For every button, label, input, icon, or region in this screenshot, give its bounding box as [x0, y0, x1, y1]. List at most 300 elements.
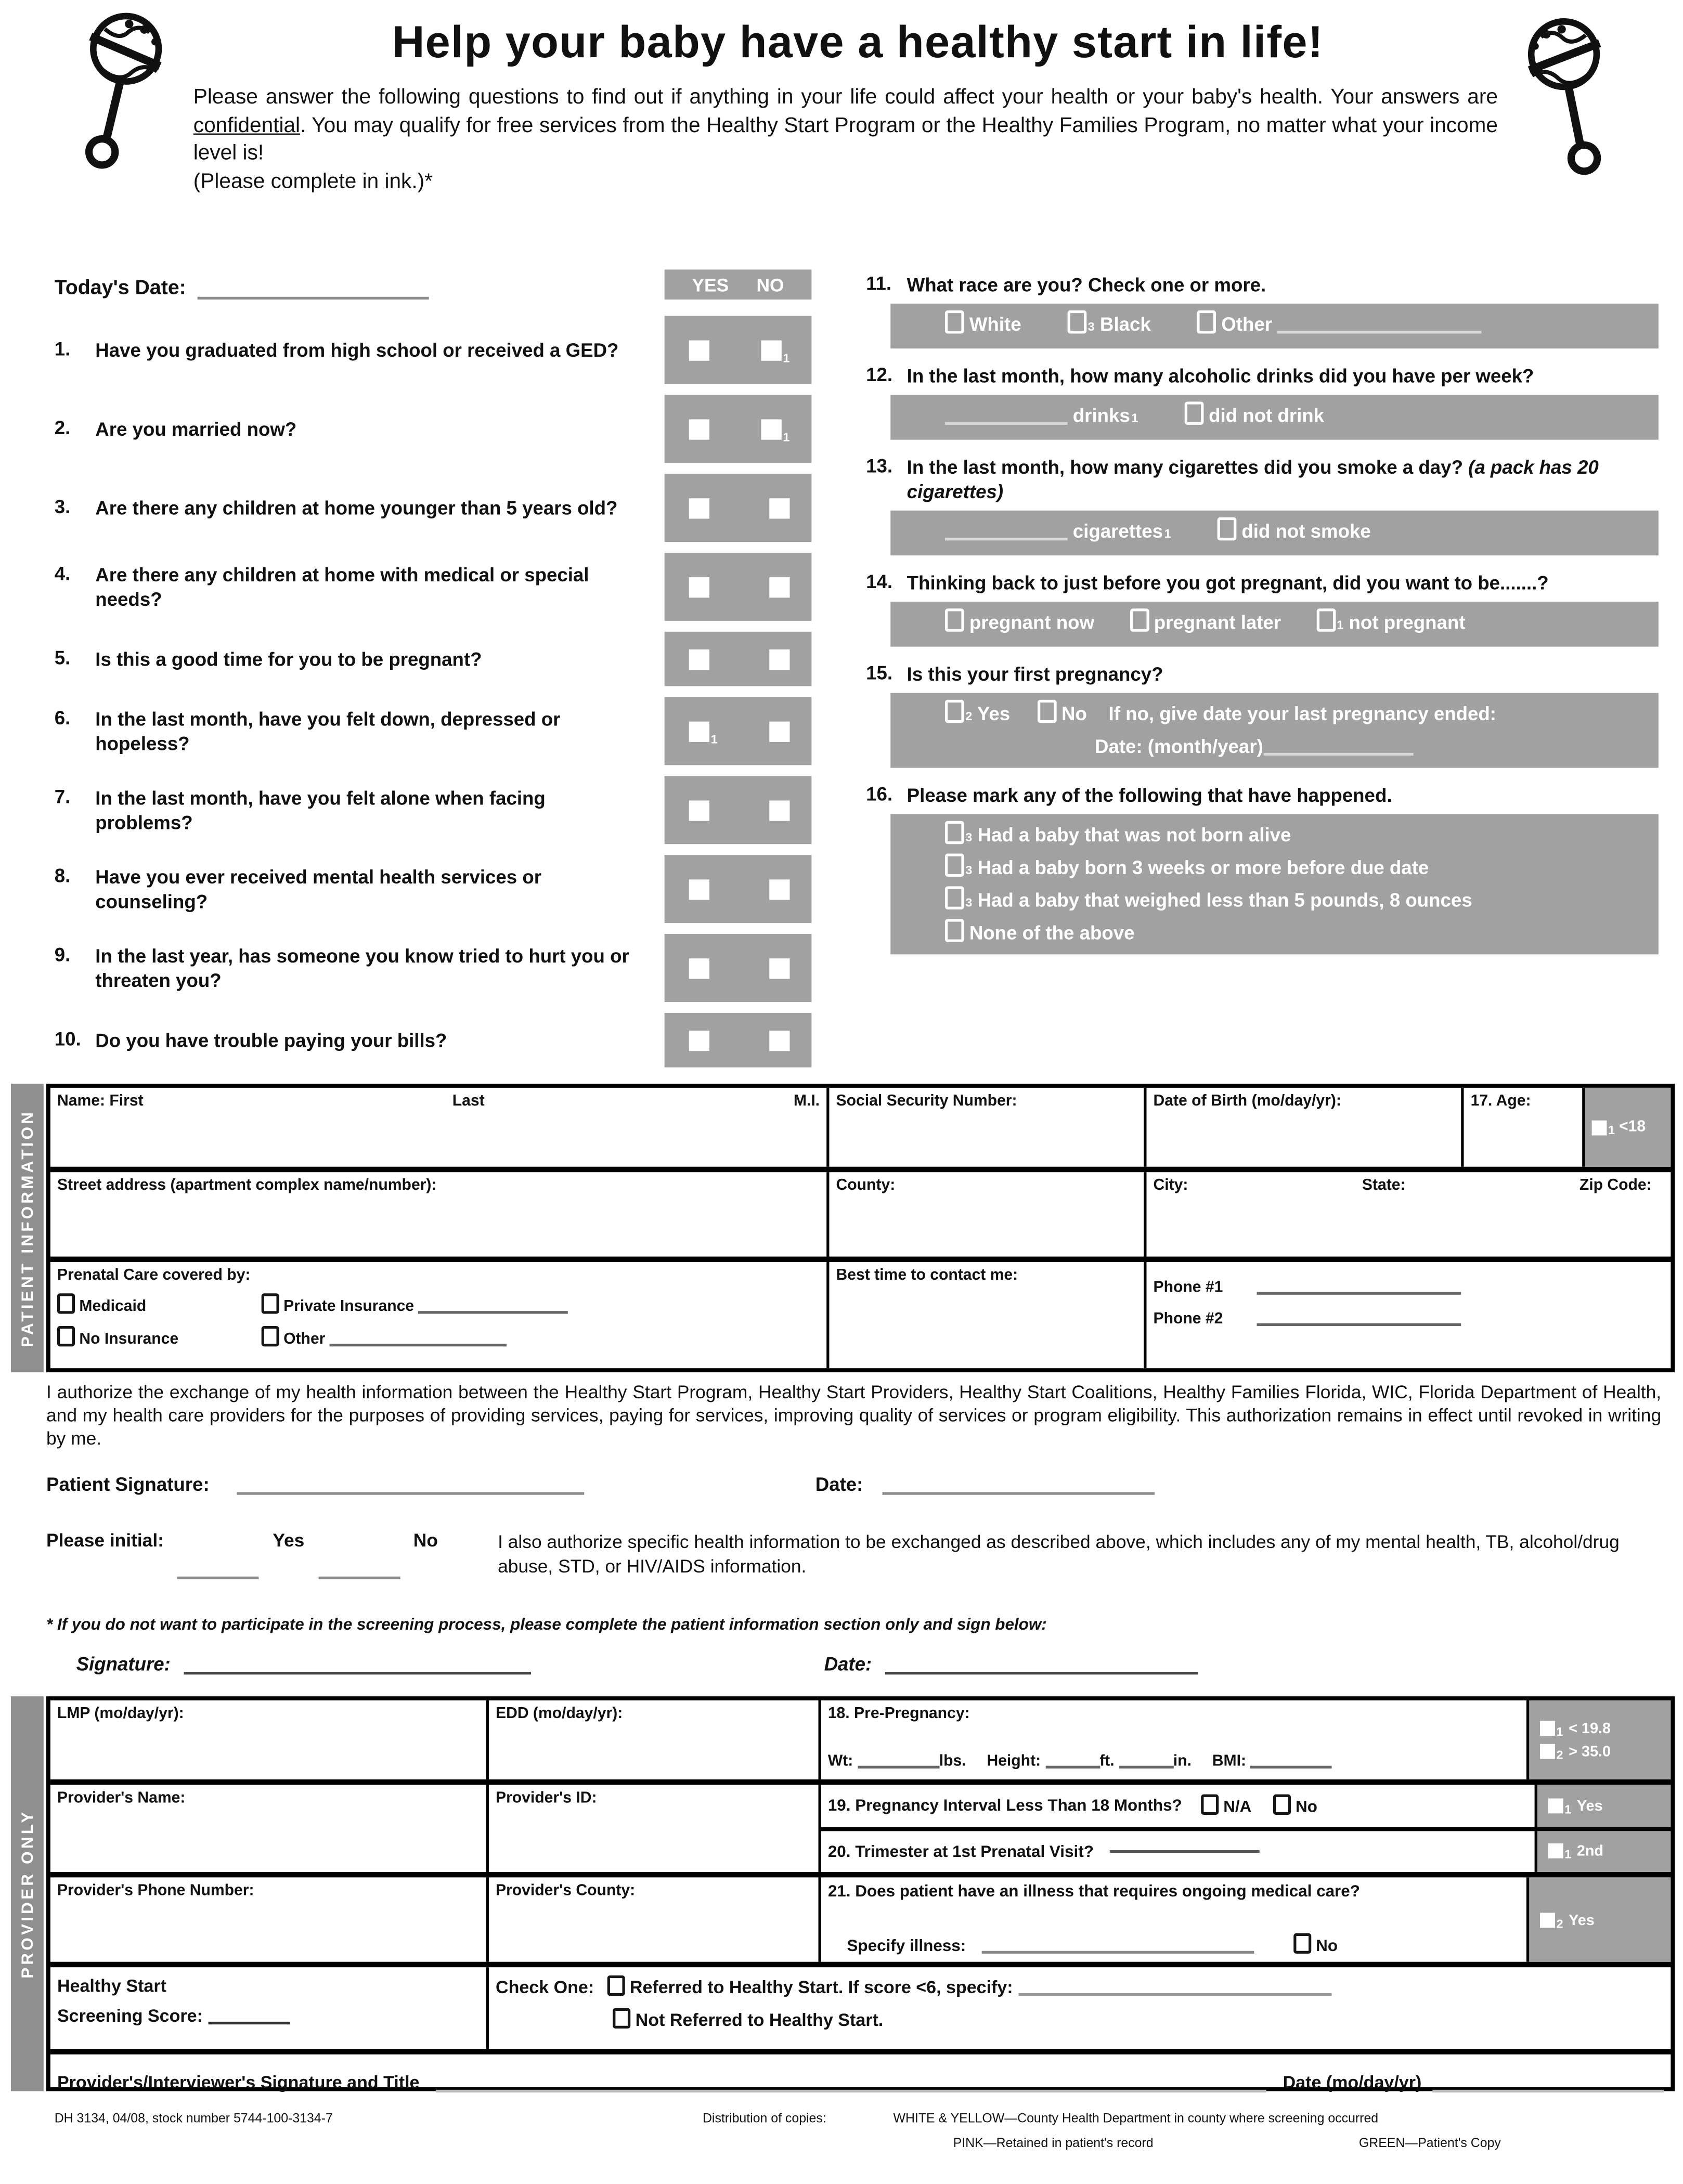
option-label: Yes: [977, 702, 1011, 724]
question-13: [866, 454, 1659, 555]
bmi-flag-cell: [1526, 1700, 1671, 1779]
prenatal-care-cell: [50, 1262, 826, 1368]
provider-date-field[interactable]: [1432, 2090, 1664, 2092]
question-20-row: [821, 1826, 1671, 1872]
q19-yes-cell: [1535, 1785, 1671, 1826]
pregnancy-history-band: [890, 814, 1659, 955]
bmi-high-label: > 35.0: [1569, 1744, 1611, 1761]
answer-block: [665, 776, 812, 844]
optout-note: * If you do not want to participate in the screening process, please complete the patient information section only and sign below:: [46, 1615, 1047, 1634]
lbs-label: lbs.: [939, 1753, 966, 1770]
patient-information-table: [46, 1084, 1675, 1372]
q21-yes-subscript: 2: [1556, 1916, 1563, 1930]
no-checkbox[interactable]: [769, 649, 789, 669]
in-label: in.: [1173, 1753, 1192, 1770]
initial-yes-field[interactable]: [177, 1530, 259, 1579]
question-list: [55, 316, 812, 1067]
yes-checkbox[interactable]: [689, 958, 709, 978]
option-label: Black: [1099, 313, 1151, 335]
referred-checkbox[interactable]: [607, 1975, 625, 1996]
no-checkbox[interactable]: [769, 577, 789, 597]
under-18-label: <18: [1619, 1119, 1646, 1136]
copy-green: GREEN—Patient's Copy: [1358, 2136, 1501, 2151]
question-20-text: 20. Trimester at 1st Prenatal Visit?: [827, 1841, 1094, 1861]
date-label: Date:: [824, 1653, 872, 1675]
question-text: In the last month, how many alcoholic drinks did you have per week?: [907, 365, 1534, 387]
question-number: 2.: [54, 417, 71, 439]
no-insurance-option: [57, 1326, 262, 1349]
question-main: [55, 865, 645, 914]
no-option: [761, 340, 790, 365]
option-label: No: [1296, 1797, 1317, 1817]
baby-rattle-icon: [1498, 8, 1632, 183]
question-number: 5.: [54, 646, 71, 669]
drinks-field[interactable]: [945, 422, 1068, 425]
cigarettes-subscript: 1: [1164, 527, 1171, 541]
provider-phone-cell[interactable]: Provider's Phone Number:: [57, 1882, 254, 1900]
question-text: [907, 454, 1659, 503]
height-label: Height:: [987, 1753, 1041, 1770]
contact-time-cell[interactable]: Best time to contact me:: [826, 1262, 1144, 1368]
question-number: 6.: [54, 706, 71, 729]
pre-pregnancy-cell: [818, 1700, 1526, 1779]
not-referred-checkbox[interactable]: [613, 2008, 630, 2029]
option-label: not pregnant: [1349, 611, 1466, 633]
under-18-checkbox[interactable]: [1592, 1120, 1607, 1135]
age-under-18-cell: [1582, 1088, 1671, 1167]
history-option: [945, 885, 1648, 918]
question-text-normal: In the last month, how many cigarettes did you smoke a day?: [907, 456, 1469, 478]
todays-date-field[interactable]: [197, 297, 429, 300]
q21-yes-option: [1540, 1912, 1665, 1930]
phone1-row: [1154, 1278, 1664, 1297]
question-21-text: 21. Does patient have an illness that requires ongoing medical care?: [827, 1881, 1360, 1901]
no-option: [769, 577, 789, 597]
question-row: [55, 474, 812, 542]
unit-label: cigarettes: [1072, 520, 1163, 542]
bmi-low-checkbox[interactable]: [1540, 1721, 1555, 1736]
no-option: [761, 419, 790, 444]
pregnant-later-option: [1130, 612, 1281, 633]
intro-note: (Please complete in ink.)*: [193, 169, 433, 193]
question-text: In the last month, have you felt down, depressed or hopeless?: [95, 708, 561, 755]
drinks-band: [890, 395, 1659, 439]
provider-signature-field[interactable]: [436, 2090, 1266, 2092]
cigarettes-field[interactable]: [945, 538, 1068, 540]
yes-checkbox[interactable]: [689, 498, 709, 518]
not-pregnant-subscript: 1: [1337, 618, 1344, 632]
option-label: Private Insurance: [283, 1298, 415, 1316]
not-referred-row: [613, 2004, 1664, 2037]
yes-option: [689, 1030, 709, 1050]
patient-signature-label: Patient Signature:: [46, 1473, 210, 1495]
question-number: 8.: [54, 864, 71, 887]
ft-label: ft.: [1099, 1753, 1115, 1770]
referred-option: [607, 1977, 1013, 1997]
provider-name-cell[interactable]: Provider's Name:: [57, 1790, 186, 1807]
question-19-text: 19. Pregnancy Interval Less Than 18 Months?: [827, 1796, 1182, 1815]
signature-label: Signature:: [76, 1653, 171, 1675]
answer-block: [665, 316, 812, 384]
question-number: 16.: [866, 783, 893, 805]
name-cell[interactable]: [50, 1088, 826, 1167]
last-pregnancy-date-field[interactable]: [1263, 753, 1413, 756]
pre-pregnancy-label: 18. Pre-Pregnancy:: [827, 1706, 970, 1722]
question-19-row: [821, 1785, 1671, 1826]
provider-id-cell[interactable]: Provider's ID:: [486, 1785, 819, 1872]
signature-date-field[interactable]: [882, 1492, 1155, 1494]
answer-block: [665, 855, 812, 923]
option-label: N/A: [1223, 1797, 1252, 1817]
date-label: Date:: [815, 1473, 863, 1495]
phone1-label: Phone #1: [1153, 1280, 1223, 1296]
did-not-drink-option: [1184, 405, 1324, 426]
question-text: Please mark any of the following that have happened.: [907, 784, 1392, 806]
yes-option: [689, 721, 718, 746]
no-option: [769, 958, 789, 978]
patient-information-sidebar: [11, 1084, 44, 1372]
question-11: [866, 272, 1659, 349]
no-checkbox[interactable]: [769, 721, 789, 741]
pregnant-now-checkbox[interactable]: [945, 608, 964, 632]
history-subscript: 3: [965, 895, 973, 909]
table-row: [50, 1088, 1671, 1172]
did-not-drink-checkbox[interactable]: [1184, 401, 1203, 425]
no-option: [769, 879, 789, 899]
yes-option: [689, 879, 709, 899]
q21-yes-label: Yes: [1569, 1912, 1595, 1929]
yes-checkbox[interactable]: [945, 700, 964, 723]
no-checkbox[interactable]: [769, 879, 789, 899]
private-insurance-option: [262, 1293, 820, 1317]
question-row: [55, 395, 812, 463]
bmi-high-checkbox[interactable]: [1540, 1744, 1555, 1759]
other-checkbox[interactable]: [1197, 310, 1216, 334]
q21-yes-checkbox[interactable]: [1540, 1912, 1555, 1927]
no-checkbox[interactable]: [769, 958, 789, 978]
todays-date-label: Today's Date:: [54, 276, 186, 300]
option-label: Medicaid: [79, 1298, 147, 1316]
question-14: [866, 570, 1659, 647]
form-number: DH 3134, 04/08, stock number 5744-100-3134-7: [54, 2111, 333, 2127]
drinks-count: [945, 405, 1138, 426]
question-row: [55, 697, 812, 765]
yes-checkbox[interactable]: [689, 721, 709, 741]
question-15: [866, 661, 1659, 768]
copy-pink: PINK—Retained in patient's record: [953, 2136, 1154, 2151]
ssn-cell[interactable]: Social Security Number:: [826, 1088, 1144, 1167]
table-row: [50, 1967, 1671, 2055]
table-row: [50, 1785, 1671, 1877]
intro-confidential: confidential: [193, 113, 301, 137]
sidebar-label: PROVIDER ONLY: [18, 1809, 37, 1979]
no-checkbox[interactable]: [761, 340, 781, 360]
yes-subscript: 2: [965, 709, 973, 723]
yes-checkbox[interactable]: [689, 1030, 709, 1050]
optout-date-field[interactable]: [885, 1672, 1198, 1674]
under-18-subscript: 1: [1608, 1122, 1615, 1136]
no-subscript: 1: [783, 350, 790, 365]
phone2-field[interactable]: [1257, 1323, 1461, 1326]
question-number: 7.: [54, 785, 71, 808]
score-label: Screening Score:: [57, 2005, 203, 2026]
q19-na-checkbox[interactable]: [1201, 1795, 1219, 1815]
question-number: 9.: [54, 943, 71, 966]
bmi-label: BMI:: [1212, 1753, 1246, 1770]
score-field[interactable]: [208, 2022, 289, 2024]
question-text: Is this your first pregnancy?: [907, 663, 1163, 685]
yes-no-header: [665, 269, 812, 300]
option-label: Had a baby that was not born alive: [977, 823, 1291, 846]
question-number: 12.: [866, 363, 893, 385]
pregnant-later-checkbox[interactable]: [1130, 608, 1149, 632]
age-cell[interactable]: 17. Age:: [1461, 1088, 1582, 1167]
q19-na-option: [1201, 1795, 1251, 1816]
no-checkbox[interactable]: [769, 1030, 789, 1050]
lmp-cell[interactable]: LMP (mo/day/yr):: [57, 1706, 184, 1722]
answer-block: [665, 474, 812, 542]
state-label: State:: [1362, 1177, 1406, 1194]
table-row: [50, 1700, 1671, 1785]
question-main: [55, 1028, 645, 1052]
question-text: In the last month, have you felt alone when facing problems?: [95, 787, 546, 834]
q20-2nd-option: [1548, 1843, 1665, 1862]
county-cell[interactable]: County:: [826, 1172, 1144, 1256]
question-main: [55, 647, 645, 671]
bmi-field[interactable]: [1250, 1766, 1332, 1769]
street-address-cell[interactable]: Street address (apartment complex name/number):: [57, 1177, 437, 1194]
yes-option: [689, 649, 709, 669]
other-coverage-field[interactable]: [330, 1344, 507, 1346]
yes-checkbox[interactable]: [689, 419, 709, 439]
no-option: [1037, 703, 1087, 724]
private-insurance-field[interactable]: [419, 1311, 568, 1314]
medicaid-option: [57, 1293, 262, 1317]
black-checkbox[interactable]: [1067, 310, 1086, 334]
if-no-hint: If no, give date your last pregnancy ended:: [1108, 702, 1496, 724]
yes-option: [689, 800, 709, 820]
white-checkbox[interactable]: [945, 310, 964, 334]
phone2-row: [1154, 1310, 1664, 1329]
not-referred-option: [613, 2009, 883, 2030]
yes-checkbox[interactable]: [689, 649, 709, 669]
yes-option: [689, 498, 709, 518]
consent-text: I also authorize specific health information to be exchanged as described above, which includes any of my mental health, TB, alcohol/drug abuse, STD, or HIV/AIDS information.: [498, 1531, 1620, 1577]
screening-score-cell: [50, 1967, 486, 2049]
q21-no-checkbox[interactable]: [1293, 1933, 1311, 1954]
option-label: No: [1061, 702, 1087, 724]
provider-county-cell[interactable]: Provider's County:: [486, 1877, 819, 1961]
no-subscript: 1: [783, 430, 790, 444]
race-other-option: [1197, 313, 1482, 335]
no-checkbox[interactable]: [769, 800, 789, 820]
question-number: 14.: [866, 570, 893, 592]
provider-table: [46, 1696, 1675, 2091]
question-text: Is this a good time for you to be pregnant?: [95, 648, 482, 670]
q20-2nd-label: 2nd: [1576, 1843, 1604, 1861]
question-text: In the last year, has someone you know tried to hurt you or threaten you?: [95, 944, 629, 991]
q19-yes-checkbox[interactable]: [1548, 1798, 1563, 1813]
optout-signature-field[interactable]: [184, 1672, 532, 1674]
yes-checkbox[interactable]: [689, 577, 709, 597]
trimester-field[interactable]: [1110, 1850, 1260, 1852]
measurements-row: [828, 1752, 1520, 1772]
option-label: Other: [283, 1331, 326, 1348]
provider-signature-label: Provider's/Interviewer's Signature and Title: [57, 2072, 420, 2093]
other-race-field[interactable]: [1277, 331, 1482, 333]
no-insurance-checkbox[interactable]: [57, 1326, 75, 1346]
not-pregnant-option: [1316, 612, 1466, 633]
q20-2nd-checkbox[interactable]: [1548, 1844, 1563, 1859]
option-label: Referred to Healthy Start. If score <6, specify:: [629, 1977, 1013, 1997]
form-header: [0, 0, 1683, 242]
yes-checkbox[interactable]: [689, 800, 709, 820]
other-coverage-option: [262, 1326, 820, 1349]
intro-paragraph: [193, 84, 1498, 196]
initial-no-field[interactable]: [318, 1530, 400, 1579]
height-in-field[interactable]: [1119, 1766, 1173, 1769]
please-initial-label: Please initial:: [46, 1530, 164, 1551]
city-label: City:: [1153, 1177, 1188, 1194]
question-16: [866, 783, 1659, 954]
q19-no-checkbox[interactable]: [1273, 1795, 1291, 1815]
no-header-label: NO: [756, 274, 784, 295]
q20-2nd-subscript: 1: [1564, 1848, 1572, 1862]
option-label: None of the above: [969, 921, 1135, 944]
patient-information-section: [11, 1084, 1675, 1372]
option-label: pregnant now: [969, 611, 1095, 633]
question-text: Thinking back to just before you got pregnant, did you want to be.......?: [907, 571, 1549, 594]
bmi-low-label: < 19.8: [1569, 1721, 1611, 1737]
table-row: [50, 2055, 1671, 2101]
question-number: 3.: [54, 495, 71, 517]
question-row: [55, 855, 812, 923]
question-number: 1.: [54, 337, 71, 360]
dob-cell[interactable]: Date of Birth (mo/day/yr):: [1144, 1088, 1461, 1167]
last-label: Last: [452, 1093, 485, 1110]
phone2-label: Phone #2: [1153, 1311, 1223, 1328]
intro-text: . You may qualify for free services from the Healthy Start Program or the Healthy Families Program, no matter what your income level is!: [193, 113, 1498, 165]
answer-block: [665, 934, 812, 1002]
please-initial-row: [46, 1530, 1661, 1579]
answer-block: [665, 697, 812, 765]
question-row: [55, 934, 812, 1002]
option-label: did not smoke: [1241, 520, 1371, 542]
history-checkbox[interactable]: [945, 854, 964, 877]
history-checkbox[interactable]: [945, 821, 964, 844]
history-subscript: 3: [965, 830, 973, 844]
question-text: What race are you? Check one or more.: [907, 274, 1266, 296]
yes-checkbox[interactable]: [689, 340, 709, 360]
no-checkbox[interactable]: [1037, 700, 1056, 723]
question-main: [55, 496, 645, 520]
question-main: [55, 417, 645, 441]
yes-label: Yes: [273, 1530, 305, 1551]
weight-field[interactable]: [858, 1766, 939, 1769]
first-pregnancy-band: [890, 693, 1659, 768]
option-label: Had a baby born 3 weeks or more before due date: [977, 856, 1429, 878]
patient-signature-field[interactable]: [237, 1492, 584, 1494]
first-pregnancy-options: [945, 698, 1648, 731]
question-text: Do you have trouble paying your bills?: [95, 1029, 447, 1051]
no-checkbox[interactable]: [761, 419, 781, 439]
yes-checkbox[interactable]: [689, 879, 709, 899]
height-ft-field[interactable]: [1045, 1766, 1100, 1769]
q21-no-option: [1293, 1936, 1338, 1955]
zip-label: Zip Code:: [1579, 1177, 1652, 1194]
page-title: Help your baby have a healthy start in life!: [392, 16, 1324, 67]
mi-label: M.I.: [793, 1093, 820, 1110]
private-insurance-checkbox[interactable]: [262, 1293, 279, 1314]
not-pregnant-checkbox[interactable]: [1316, 608, 1336, 632]
option-label: pregnant later: [1154, 611, 1281, 633]
no-option: [769, 498, 789, 518]
no-checkbox[interactable]: [769, 498, 789, 518]
option-label: Not Referred to Healthy Start.: [635, 2009, 884, 2030]
wt-label: Wt:: [827, 1753, 853, 1770]
question-text-italic: (a pack has 20 cigarettes): [907, 456, 1599, 503]
question-row: [55, 553, 812, 621]
medicaid-checkbox[interactable]: [57, 1293, 75, 1314]
question-21-cell: [818, 1877, 1526, 1961]
history-option: [945, 852, 1648, 885]
city-state-zip-cell[interactable]: [1144, 1172, 1671, 1256]
question-number: 13.: [866, 454, 893, 477]
other-coverage-checkbox[interactable]: [262, 1326, 279, 1346]
specify-illness-label: Specify illness:: [847, 1935, 966, 1955]
history-checkbox[interactable]: [945, 886, 964, 909]
question-main: [55, 786, 645, 835]
copy-white-yellow: WHITE & YELLOW—County Health Department in county where screening occurred: [893, 2111, 1379, 2127]
question-main: [55, 337, 645, 362]
question-text: Are there any children at home with medical or special needs?: [95, 563, 589, 610]
answer-block: [665, 1013, 812, 1068]
question-text: Are you married now?: [95, 418, 297, 440]
did-not-smoke-checkbox[interactable]: [1217, 517, 1236, 541]
intro-text: Please answer the following questions to find out if anything in your life could affect your health or your baby's health. Your answers are: [193, 85, 1498, 109]
no-label: No: [413, 1530, 438, 1551]
illness-field[interactable]: [981, 1951, 1254, 1954]
phone1-field[interactable]: [1257, 1292, 1461, 1295]
history-subscript: 3: [965, 863, 973, 877]
specify-illness-row: [828, 1933, 1520, 1955]
q19-yes-subscript: 1: [1564, 1802, 1572, 1816]
yes-subscript: 1: [710, 732, 718, 746]
yes-option: [689, 577, 709, 597]
history-checkbox[interactable]: [945, 919, 964, 942]
optout-signature-row: [46, 1653, 1661, 1674]
drinks-subscript: 1: [1131, 411, 1138, 425]
edd-cell[interactable]: EDD (mo/day/yr):: [486, 1700, 819, 1779]
date-label: Date: (month/year): [1094, 735, 1263, 757]
yes-option: [689, 958, 709, 978]
did-not-smoke-option: [1217, 520, 1370, 542]
score-label-line1: Healthy Start: [57, 1975, 166, 1996]
question-number: 15.: [866, 661, 893, 684]
question-main: [55, 943, 645, 992]
cigarettes-band: [890, 511, 1659, 555]
last-pregnancy-date: [1095, 731, 1648, 761]
provider-only-sidebar: [11, 1696, 44, 2091]
bmi-high-subscript: 2: [1556, 1748, 1563, 1762]
baby-rattle-icon: [60, 4, 188, 175]
answer-block: [665, 395, 812, 463]
referred-specify-field[interactable]: [1018, 1993, 1331, 1996]
under-18-option: [1592, 1120, 1615, 1135]
provider-date-label: Date (mo/day/yr): [1283, 2072, 1422, 2093]
yes-option: [689, 419, 709, 439]
no-option: [769, 1030, 789, 1050]
